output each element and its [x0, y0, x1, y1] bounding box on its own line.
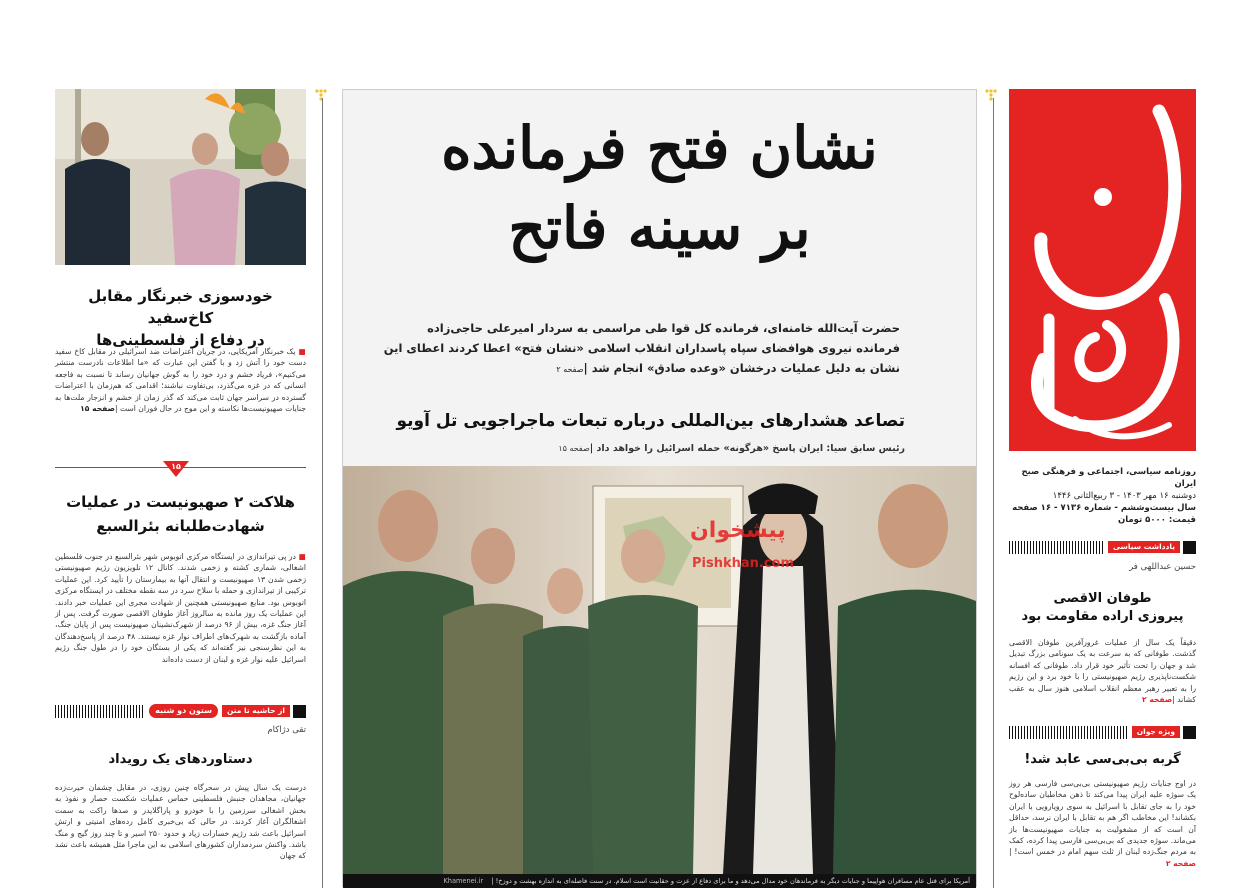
paper-date: دوشنبه ۱۶ مهر ۱۴۰۳ - ۳ ربیع‌الثانی ۱۴۴۶	[1052, 491, 1196, 501]
note-author: حسین عبداللهی فر	[1129, 562, 1196, 572]
story-headline[interactable]: هلاکت ۲ صهیونیست در عملیات شهادت‌طلبانه بئرالسبع	[66, 493, 295, 535]
left-photo	[55, 89, 306, 265]
section-bar-political-note	[1009, 540, 1196, 554]
arrow-icon	[293, 705, 306, 718]
section-tag: از حاشیه تا متن	[222, 705, 290, 717]
arrow-icon	[1183, 541, 1196, 554]
section-tag: یادداشت سیاسی	[1108, 541, 1180, 553]
protest-photo-image	[55, 89, 306, 265]
barcode-stripes	[1009, 726, 1128, 739]
note-headline[interactable]: دستاوردهای یک رویداد	[108, 752, 253, 767]
note-headline: طوفان الاقصی پیروزی اراده مقاومت بود	[1021, 591, 1184, 624]
story-body: ■ در پی تیراندازی در ایستگاه مرکزی اتوبوس شهر بئرالسبع در جنوب فلسطین اشغالی، شماری کشته و زخمی شدند. کانال ۱۲ تلویزیون رژیم صهیونیستی زخمی شدن ۱۳ صهیونیست و انتقال آنها به بیمارستان را تأیید کرد. این عملیات ترکیبی از تیراندازی و حمله با سلاح سرد در سه نقطه مختلف در ایستگاه مرکزی اتوبوس بود. منابع صهیونیستی همچنین از شهادت مجری این عملیات خبر دادند. این عملیات یک روز مانده به سالروز آغاز طوفان الاقصی صورت گرفت. پس از آغاز جنگ غزه، بیش از ۹۶ درصد از شهرک‌نشینان صهیونیست پس از پایان جنگ، آماده بازگشت به شهرک‌های اطراف نوار غزه نیستند. ۴۸ درصد از پاسخ‌دهندگان به این نظرسنجی نیز گفته‌اند که یکی از بستگان خود را در طول جنگ رژیم اسرائیل علیه نوار غزه و لبنان از دست داده‌اند	[55, 552, 306, 664]
page-badge-number: ۱۵	[171, 462, 181, 471]
lead-headline[interactable]: نشان فتح فرمانده بر سینه فاتح	[441, 114, 878, 262]
page-ref[interactable]: صفحه ۲	[1142, 695, 1173, 705]
section-bar-margin	[55, 704, 306, 718]
secondary-summary: رئیس سابق سیا: ایران پاسخ «هرگونه» حمله اسرائیل را خواهد داد |صفحه ۱۵	[558, 443, 905, 454]
barcode-stripes	[55, 705, 145, 718]
bullet-icon: ■	[295, 552, 306, 561]
ceremony-photo-image	[343, 466, 976, 874]
masthead-info	[1009, 466, 1196, 526]
watermark-url: Pishkhan.com	[692, 556, 795, 571]
page-ref[interactable]: صفحه ۲	[556, 365, 584, 374]
column-logo: ستون دو شنبه	[149, 704, 218, 718]
caption-source: Khamenei.ir	[443, 877, 484, 885]
barcode-stripes	[1009, 541, 1104, 554]
column-divider-right	[993, 98, 994, 888]
note-body: در اوج جنایات رژیم صهیونیستی بی‌بی‌سی فارسی هر روز یک سوژه علیه ایران پیدا می‌کند تا ذهن مخاطبان ساده‌لوح خود را به جای تقابل با اسرائیل به سوی رویارویی با ایران بکشاند! این مخاطب اگر هم به تقابل با ایران نرسد، حداقل آن است که از مشغولیت به جنایات صهیونیست‌ها باز می‌ماند. سوژه جدیدی که بی‌بی‌سی فارسی پیدا کرده، کمک به مردم جنگ‌زده لبنان از ثلث سهم امام در خمس است! |صفحه ۲	[1009, 779, 1196, 868]
bullet-icon: ■	[295, 347, 306, 356]
arrow-icon	[1183, 726, 1196, 739]
story-body: ■ یک خبرنگار آمریکایی، در جریان اعتراضات ضد اسرائیلی در مقابل کاخ سفید دست خود را آتش زد و با گفتن این عبارت که «ما اطلاعات نادرست منتشر می‌کنیم»، فریاد خشم و درد خود را به گوش جهانیان رساند تا نسبت به فاجعه انسانی که در غزه می‌گذرد، بی‌تفاوت نباشند؛ اقدامی که هم‌زمان با اعتراضات گسترده در سراسر جهان ثابت می‌کند که گذر زمان از خشم و انزجار ملت‌ها به جنایات صهیونیست‌ها نکاسته و این موج در حال فوران است |صفحه ۱۵	[55, 347, 306, 414]
secondary-headline[interactable]: تصاعد هشدارهای بین‌المللی درباره تبعات ماجراجویی تل آویو	[396, 411, 905, 431]
note-headline: گربه بی‌بی‌سی عابد شد!	[1024, 752, 1181, 767]
paper-description: روزنامه سیاسی، اجتماعی و فرهنگی صبح ایران	[1021, 467, 1196, 489]
section-bar-special	[1009, 725, 1196, 739]
masthead-name	[1009, 89, 1010, 90]
page-ref[interactable]: صفحه ۱۵	[80, 404, 115, 414]
masthead-logo	[1009, 89, 1196, 451]
note-body: دقیقاً یک سال از عملیات غرورآفرین طوفان الاقصی گذشت. طوفانی که به سرعت به یک سونامی بزرگ تبدیل شد و جهان را تحت تأثیر خود قرار داد. طوفانی که افسانه شکست‌ناپذیری رژیم صهیونیستی را با خود برد و این رژیم را به تعبیر رهبر معظم انقلاب اسلامی هنوز سال به عقب کشاند |صفحه ۲	[1009, 638, 1196, 705]
column-divider-left	[322, 98, 323, 888]
javan-logo-icon	[1009, 89, 1196, 451]
corner-dots-right	[985, 89, 997, 101]
lead-photo	[343, 466, 976, 874]
story-headline[interactable]: خودسوزی خبرنگار مقابل کاخ‌سفید در دفاع از فلسطینی‌ها	[88, 287, 273, 349]
page-ref[interactable]: صفحه ۱۵	[558, 444, 590, 453]
watermark-logo: پیشخوان	[690, 518, 786, 543]
lead-summary: حضرت آیت‌الله خامنه‌ای، فرمانده کل قوا طی مراسمی به سردار امیرعلی حاجی‌زاده فرمانده نیروی هوافضای سپاه پاسداران انقلاب اسلامی «نشان فتح» اعطا کردند اعطای این نشان به دلیل عملیات درخشان «وعده صادق» انجام شد |صفحه ۲	[383, 321, 900, 375]
note-body: درست یک سال پیش در سحرگاه چنین روزی، در مقابل چشمان حیرت‌زده جهانیان، مجاهدان جنبش فلسطینی حماس عملیات شکست حصار و نفوذ به بخش اشغالی سرزمین را با خودرو و پاراگلایدر و صدها راکت به سمت اشغالگران آغاز کردند. در حالی که بی‌خبری کامل رده‌های امنیتی و ارتش اسرائیل باعث شد رژیم خسارات زیاد و حدود ۲۵۰ اسیر و تا چند روز گیج و منگ باشد. واکنش سردمداران کشورهای اسلامی به این ماجرا مثل همیشه باعث نشد که جهان	[55, 783, 306, 861]
paper-issue: سال بیست‌وششم - شماره ۷۱۳۶ - ۱۶ صفحه	[1012, 503, 1196, 513]
corner-dots-left	[315, 89, 327, 101]
photo-caption: آمریکا برای قتل عام مسافران هواپیما و جنایات دیگر به فرماندهان خود مدال می‌دهد و ما برای دفاع از عزت و حقانیت است اسلام. در سنت فاصله‌ای به اندازه بهشت و دوزخ! | Khamenei.ir	[343, 874, 976, 888]
note-author: تقی دژاکام	[267, 725, 306, 735]
page-ref[interactable]: صفحه ۲	[1165, 858, 1196, 868]
paper-price: قیمت: ۵۰۰۰ تومان	[1117, 515, 1196, 525]
section-tag: ویژه جوان	[1132, 726, 1180, 738]
